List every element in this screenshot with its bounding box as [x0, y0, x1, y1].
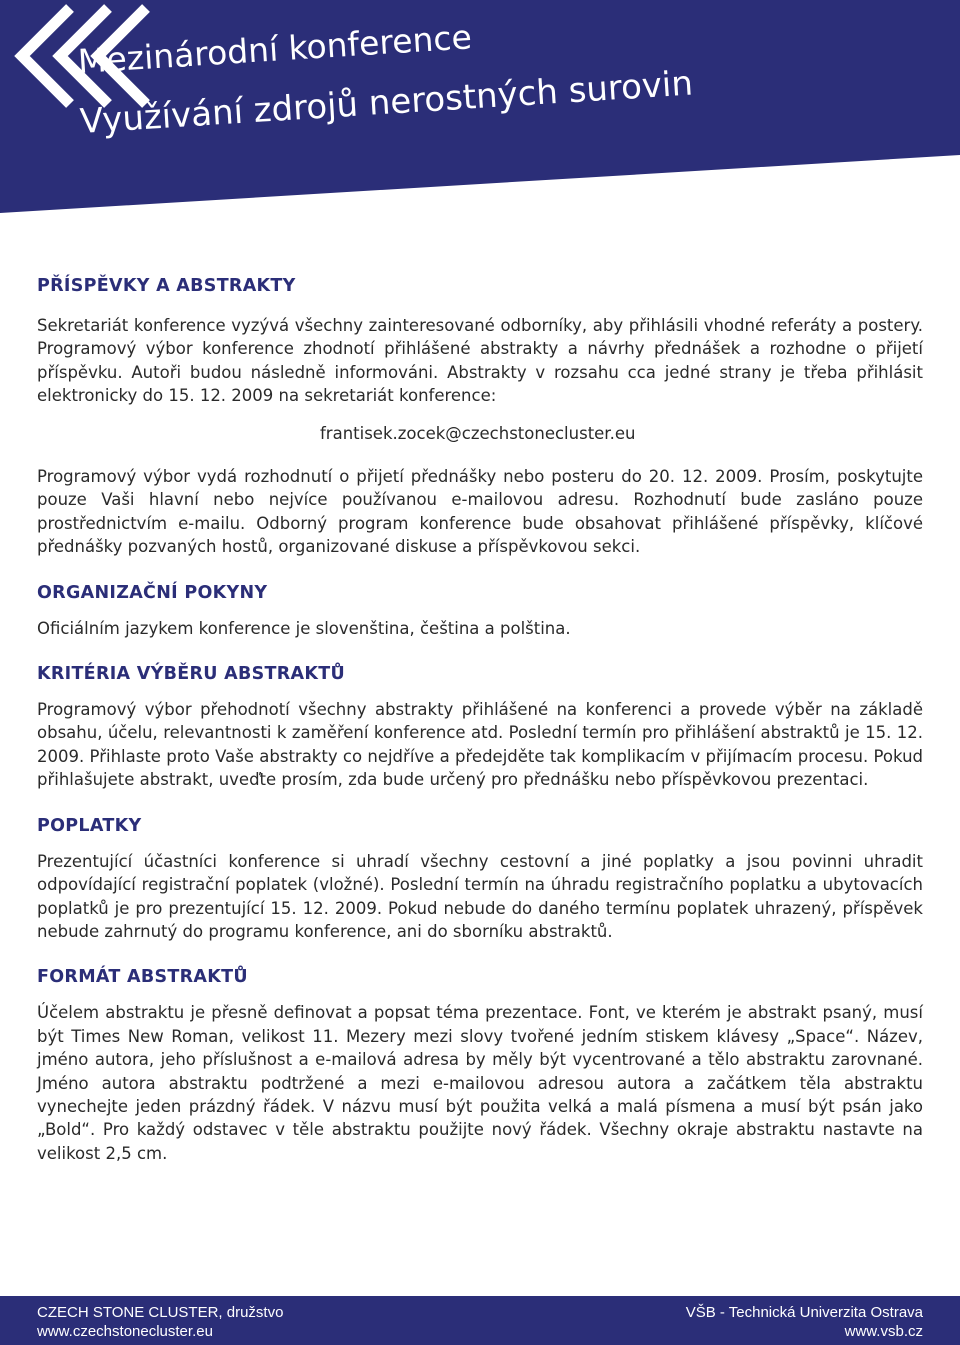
contact-email-link[interactable]: frantisek.zocek@czechstonecluster.eu	[320, 423, 636, 443]
footer-org-url[interactable]: www.czechstonecluster.eu	[37, 1323, 213, 1340]
footer	[0, 1296, 960, 1345]
section-heading-submissions: PŘÍSPĚVKY A ABSTRAKTY	[37, 276, 296, 296]
section-heading-fees: POPLATKY	[37, 815, 142, 836]
organization-paragraph: Oficiálním jazykem konference je slovenština, čeština a polština.	[37, 618, 571, 638]
footer-university-name: VŠB - Technická Univerzita Ostrava	[685, 1304, 923, 1321]
section-heading-criteria: KRITÉRIA VÝBĚRU ABSTRAKTŮ	[37, 664, 345, 685]
header-banner	[0, 0, 960, 230]
fees-paragraph: Prezentující účastníci konference si uhradí všechny cestovní a jiné poplatky a jsou povinni uhradit odpovídající registrační poplatek (vložné). Poslední termín na úhradu registračního poplatku a ubytovacích poplatků je pro prezentující 15. 12. 2009. Pokud nebude do daného termínu poplatek uhrazený, příspěvek nebude zahrnutý do programu konference, ani do sborníku abstraktů.	[37, 851, 923, 941]
footer-left	[37, 1303, 283, 1341]
footer-right	[686, 1303, 923, 1341]
cluster-logo-icon	[0, 0, 150, 130]
section-heading-format: FORMÁT ABSTRAKTŮ	[37, 967, 248, 988]
section-heading-organization: ORGANIZAČNÍ POKYNY	[37, 582, 268, 603]
main-content	[37, 276, 923, 1165]
footer-org-name: CZECH STONE CLUSTER, družstvo	[37, 1304, 284, 1321]
submissions-paragraph: Sekretariát konference vyzývá všechny zainteresované odborníky, aby přihlásili vhodné referáty a postery. Programový výbor konference zhodnotí přihlášené abstrakty a návrhy přednášek a rozhodne o přijetí příspěvku. Autoři budou následně informováni. Abstrakty v rozsahu cca jedné strany je třeba přihlásit elektronicky do 15. 12. 2009 na sekretariát konference:	[37, 316, 923, 406]
conference-title: Mezinárodní konference	[76, 17, 473, 81]
criteria-paragraph: Programový výbor přehodnotí všechny abstrakty přihlášené na konferenci a provede výběr na základě obsahu, účelu, relevantnosti k zaměření konference atd. Poslední termín pro přihlášení abstraktů je 15. 12. 2009. Přihlaste proto Vaše abstrakty co nejdříve a předejděte tak komplikacím v přijímacím procesu. Pokud přihlašujete abstrakt, uveďte prosím, zda bude určený pro přednášku nebo příspěvkovou prezentaci.	[37, 700, 923, 790]
conference-subtitle: Využívání zdrojů nerostných surovin	[78, 63, 695, 142]
format-paragraph: Účelem abstraktu je přesně definovat a popsat téma prezentace. Font, ve kterém je abstrakt psaný, musí být Times New Roman, velikost 11. Mezery mezi slovy tvořené jedním stiskem klávesy „Space“. Název, jméno autora, jeho příslušnost a e-mailová adresa by měly být vycentrované a tělo abstraktu zarovnané. Jméno autora abstraktu podtržené a mezi e-mailovou adresou autora a začátkem těla abstraktu vynechejte jeden prázdný řádek. V názvu musí být použita velká a malá písmena a musí být psán jako „Bold“. Pro každý odstavec v těle abstraktu použijte nový řádek. Všechny okraje abstraktu nastavte na velikost 2,5 cm.	[37, 1003, 923, 1163]
decision-paragraph: Programový výbor vydá rozhodnutí o přijetí přednášky nebo posteru do 20. 12. 2009. Prosím, poskytujte pouze Vaši hlavní nebo nejvíce používanou e-mailovou adresu. Rozhodnutí bude zasláno pouze prostřednictvím e-mailu. Odborný program konference bude obsahovat přihlášené příspěvky, klíčové přednášky pozvaných hostů, organizované diskuse a příspěvkovou sekci.	[37, 467, 923, 557]
footer-university-url[interactable]: www.vsb.cz	[844, 1323, 923, 1340]
